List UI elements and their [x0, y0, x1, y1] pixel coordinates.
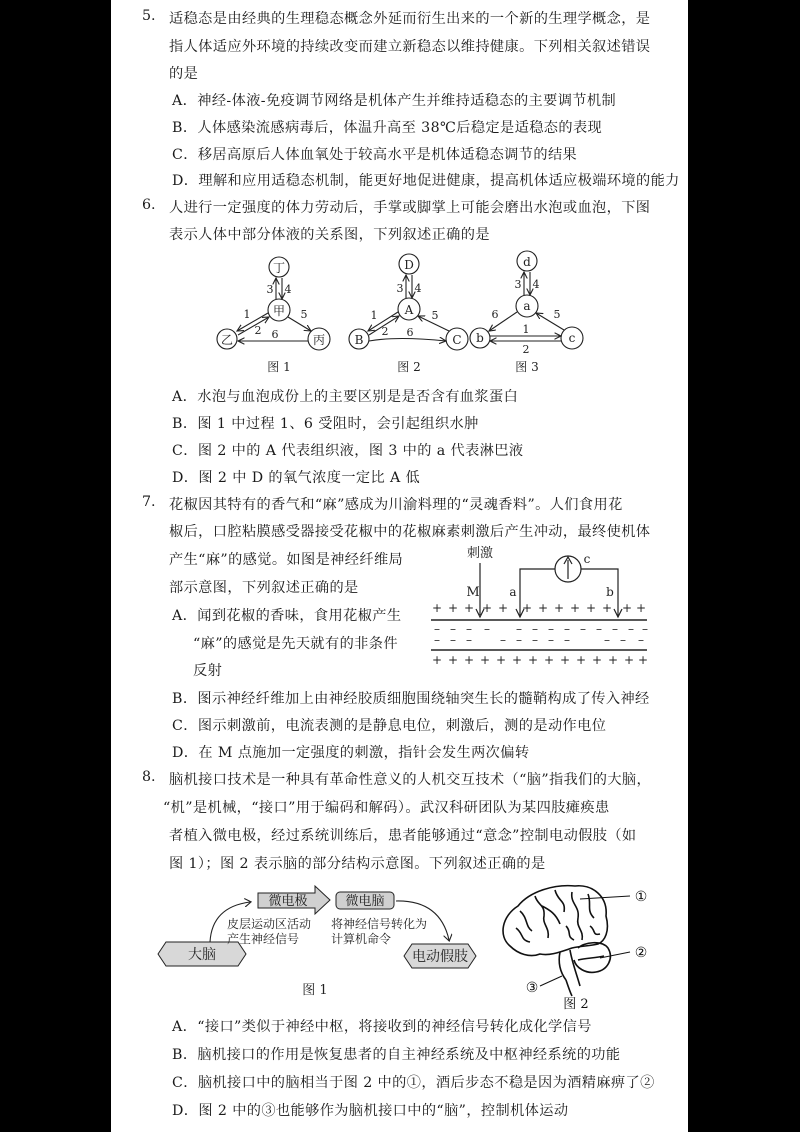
- stem-line: 人进行一定强度的体力劳动后，手掌或脚掌上可能会磨出水泡或血泡，下图: [169, 200, 651, 216]
- option-a: A．神经-体液-免疫调节网络是机体产生并维持适稳态的主要调节机制: [172, 93, 617, 109]
- svg-text:+: +: [591, 653, 603, 667]
- svg-text:甲: 甲: [272, 304, 286, 318]
- svg-text:4: 4: [532, 278, 540, 291]
- stem-line: 产生“麻”的感觉。如图是神经纤维局: [169, 552, 404, 568]
- svg-text:6: 6: [271, 328, 279, 341]
- option-a-cont: “麻”的感觉是先天就有的非条件: [193, 636, 398, 652]
- svg-text:+: +: [575, 653, 587, 667]
- svg-text:微电脑: 微电脑: [345, 894, 385, 909]
- svg-text:乙: 乙: [220, 333, 234, 347]
- option-a: A．闻到花椒的香味，食用花椒产生: [172, 608, 402, 624]
- svg-text:图 1: 图 1: [302, 983, 328, 998]
- question-number: 7.: [142, 494, 156, 510]
- stem-line: 椒后，口腔粘膜感受器接受花椒中的花椒麻素刺激后产生冲动，最终使机体: [169, 524, 651, 540]
- svg-text:M: M: [466, 585, 480, 600]
- svg-text:刺激: 刺激: [466, 546, 494, 561]
- svg-text:1: 1: [243, 308, 251, 321]
- question-number: 8.: [142, 769, 156, 785]
- svg-text:3: 3: [396, 282, 404, 295]
- stem-line: 图 1）；图 2 表示脑的部分结构示意图。下列叙述正确的是: [169, 856, 546, 872]
- svg-text:图 2: 图 2: [563, 997, 589, 1010]
- svg-text:–: –: [604, 633, 610, 647]
- svg-text:–: –: [596, 622, 602, 636]
- svg-text:将神经信号转化为: 将神经信号转化为: [331, 917, 428, 931]
- svg-text:+: +: [431, 601, 443, 615]
- svg-text:–: –: [450, 633, 456, 647]
- svg-text:+: +: [553, 601, 565, 615]
- svg-text:②: ②: [634, 945, 648, 961]
- option-c: C．图示刺激前，电流表测的是静息电位，刺激后，测的是动作电位: [172, 718, 607, 734]
- svg-text:d: d: [523, 255, 531, 269]
- option-c: C．移居高原后人体血氧处于较高水平是机体适稳态调节的结果: [172, 147, 578, 163]
- option-a: A．“接口”类似于神经中枢，将接收到的神经信号转化成化学信号: [172, 1019, 592, 1035]
- svg-text:–: –: [548, 622, 554, 636]
- svg-text:–: –: [450, 622, 456, 636]
- option-b: B．图 1 中过程 1、6 受阻时，会引起组织水肿: [172, 416, 479, 432]
- svg-text:a: a: [523, 299, 531, 313]
- svg-text:+: +: [569, 601, 581, 615]
- svg-text:–: –: [548, 633, 554, 647]
- svg-text:–: –: [500, 633, 506, 647]
- svg-text:D: D: [404, 258, 414, 272]
- svg-text:A: A: [404, 303, 414, 317]
- svg-text:计算机命令: 计算机命令: [331, 932, 392, 946]
- option-a: A．水泡与血泡成份上的主要区别是是否含有血浆蛋白: [172, 389, 519, 405]
- svg-text:丙: 丙: [312, 333, 326, 347]
- svg-text:b: b: [606, 585, 614, 599]
- svg-text:c: c: [583, 552, 591, 566]
- svg-text:+: +: [511, 653, 523, 667]
- svg-text:丁: 丁: [272, 261, 286, 275]
- nerve-fiber-diagram: [429, 543, 651, 668]
- svg-text:3: 3: [266, 283, 274, 296]
- svg-text:–: –: [434, 622, 440, 636]
- svg-text:–: –: [580, 622, 586, 636]
- svg-text:产生神经信号: 产生神经信号: [227, 932, 300, 946]
- svg-text:–: –: [484, 622, 490, 636]
- svg-text:+: +: [537, 601, 549, 615]
- stem-line: 指人体适应外环境的持续改变而建立新稳态以维持健康。下列相关叙述错误: [169, 39, 651, 55]
- svg-text:+: +: [585, 601, 597, 615]
- svg-text:+: +: [635, 601, 647, 615]
- svg-text:+: +: [543, 653, 555, 667]
- svg-text:–: –: [620, 633, 626, 647]
- svg-text:–: –: [612, 622, 618, 636]
- stem-line: 部示意图，下列叙述正确的是: [169, 580, 359, 596]
- svg-text:微电极: 微电极: [268, 894, 308, 909]
- option-b: B．图示神经纤维加上由神经胶质细胞围绕轴突生长的髓鞘构成了传入神经: [172, 691, 650, 707]
- option-c: C．脑机接口中的脑相当于图 2 中的①，酒后步态不稳是因为酒精麻痹了②: [172, 1075, 655, 1091]
- stem-line: 表示人体中部分体液的关系图，下列叙述正确的是: [169, 227, 490, 243]
- svg-text:③: ③: [525, 980, 539, 996]
- svg-text:5: 5: [553, 308, 561, 321]
- svg-text:3: 3: [514, 278, 522, 291]
- svg-text:+: +: [447, 653, 459, 667]
- svg-text:+: +: [623, 653, 635, 667]
- svg-text:+: +: [463, 653, 475, 667]
- svg-text:5: 5: [431, 309, 439, 322]
- svg-text:–: –: [532, 622, 538, 636]
- svg-text:–: –: [516, 622, 522, 636]
- option-a-cont: 反射: [193, 663, 223, 679]
- svg-text:4: 4: [414, 282, 422, 295]
- option-d: D．图 2 中 D 的氧气浓度一定比 A 低: [172, 470, 421, 486]
- svg-text:–: –: [434, 633, 440, 647]
- svg-text:+: +: [601, 601, 613, 615]
- svg-text:电动假肢: 电动假肢: [412, 949, 468, 965]
- brain-structure-diagram: [480, 876, 670, 1010]
- stem-line: 者植入微电极，经过系统训练后，患者能够通过“意念”控制电动假肢（如: [169, 828, 637, 844]
- option-b: B．脑机接口的作用是恢复患者的自主神经系统及中枢神经系统的功能: [172, 1047, 621, 1063]
- body-fluid-diagrams: [210, 248, 600, 376]
- svg-text:5: 5: [300, 308, 308, 321]
- svg-text:4: 4: [284, 283, 292, 296]
- svg-text:+: +: [447, 601, 459, 615]
- question-number: 5.: [142, 8, 156, 24]
- svg-text:①: ①: [634, 889, 648, 905]
- svg-text:+: +: [637, 653, 649, 667]
- svg-text:–: –: [466, 633, 472, 647]
- option-d: D．图 2 中的③也能够作为脑机接口中的“脑”，控制机体运动: [172, 1103, 569, 1119]
- svg-text:2: 2: [254, 324, 262, 337]
- svg-text:–: –: [564, 622, 570, 636]
- exam-page: [111, 0, 688, 1132]
- svg-text:+: +: [495, 653, 507, 667]
- svg-text:+: +: [497, 601, 509, 615]
- svg-text:1: 1: [522, 323, 530, 336]
- svg-text:+: +: [527, 653, 539, 667]
- svg-text:2: 2: [522, 343, 530, 356]
- svg-text:图 2: 图 2: [397, 360, 421, 374]
- stem-line: 的是: [169, 66, 199, 82]
- svg-text:+: +: [521, 601, 533, 615]
- svg-text:–: –: [628, 622, 634, 636]
- svg-text:b: b: [476, 331, 484, 345]
- stem-line: “机”是机械，“接口”用于编码和解码）。武汉科研团队为某四肢瘫痪患: [163, 800, 610, 816]
- svg-text:c: c: [568, 331, 576, 345]
- svg-text:1: 1: [370, 309, 378, 322]
- svg-text:–: –: [532, 633, 538, 647]
- svg-text:2: 2: [381, 325, 389, 338]
- svg-text:图 3: 图 3: [515, 360, 539, 374]
- svg-text:–: –: [642, 622, 648, 636]
- option-b: B．人体感染流感病毒后，体温升高至 38℃后稳定是适稳态的表现: [172, 120, 603, 136]
- svg-text:+: +: [431, 653, 443, 667]
- svg-text:+: +: [463, 601, 475, 615]
- svg-text:+: +: [621, 601, 633, 615]
- brain-computer-interface-flow: [150, 882, 480, 1002]
- svg-text:+: +: [607, 653, 619, 667]
- svg-text:6: 6: [491, 308, 499, 321]
- svg-text:–: –: [516, 633, 522, 647]
- option-d: D．理解和应用适稳态机制，能更好地促进健康，提高机体适应极端环境的能力: [172, 173, 680, 189]
- stem-line: 脑机接口技术是一种具有革命性意义的人机交互技术（“脑”指我们的大脑，: [169, 772, 652, 788]
- svg-text:+: +: [479, 653, 491, 667]
- svg-text:–: –: [466, 622, 472, 636]
- option-c: C．图 2 中的 A 代表组织液，图 3 中的 a 代表淋巴液: [172, 443, 524, 459]
- stem-line: 花椒因其特有的香气和“麻”感成为川渝料理的“灵魂香料”。人们食用花: [169, 497, 623, 513]
- svg-text:图 1: 图 1: [267, 360, 291, 374]
- option-d: D．在 M 点施加一定强度的刺激，指针会发生两次偏转: [172, 745, 530, 761]
- stem-line: 适稳态是由经典的生理稳态概念外延而衍生出来的一个新的生理学概念，是: [169, 11, 651, 27]
- svg-text:大脑: 大脑: [188, 947, 216, 963]
- svg-text:+: +: [481, 601, 493, 615]
- svg-text:–: –: [564, 633, 570, 647]
- svg-text:a: a: [509, 585, 517, 599]
- question-number: 6.: [142, 197, 156, 213]
- svg-text:皮层运动区活动: 皮层运动区活动: [227, 917, 312, 931]
- svg-text:+: +: [559, 653, 571, 667]
- svg-text:C: C: [452, 333, 462, 347]
- svg-text:–: –: [638, 633, 644, 647]
- svg-text:6: 6: [406, 326, 414, 339]
- svg-text:B: B: [354, 333, 364, 347]
